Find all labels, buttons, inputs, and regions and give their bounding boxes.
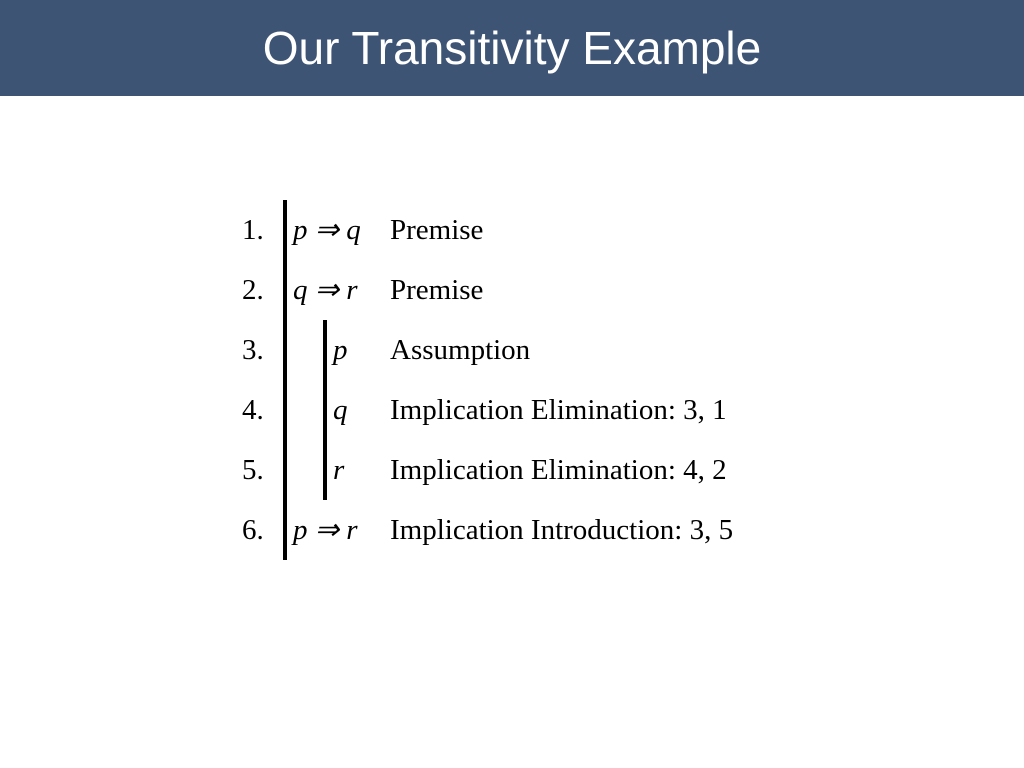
line-justification: Implication Elimination: 3, 1: [390, 394, 727, 426]
outer-scope-bar: [283, 200, 287, 560]
proof-line: [0, 510, 1024, 550]
proof-line: [0, 210, 1024, 250]
proof-line: [0, 330, 1024, 370]
line-justification: Premise: [390, 274, 484, 306]
line-formula: p ⇒ q: [293, 214, 361, 246]
line-number: 6.: [242, 514, 264, 546]
line-number: 4.: [242, 394, 264, 426]
line-formula: q ⇒ r: [293, 274, 358, 306]
line-justification: Premise: [390, 214, 484, 246]
line-formula: p: [333, 334, 348, 366]
line-number: 3.: [242, 334, 264, 366]
line-formula: q: [333, 394, 348, 426]
line-formula: r: [333, 454, 345, 486]
proof-line: [0, 450, 1024, 490]
line-justification: Implication Introduction: 3, 5: [390, 514, 734, 546]
line-number: 2.: [242, 274, 264, 306]
line-number: 1.: [242, 214, 264, 246]
proof-line: [0, 270, 1024, 310]
proof-line: [0, 390, 1024, 430]
line-justification: Implication Elimination: 4, 2: [390, 454, 727, 486]
slide-title: Our Transitivity Example: [262, 22, 762, 74]
line-justification: Assumption: [390, 334, 531, 366]
line-number: 5.: [242, 454, 264, 486]
line-formula: p ⇒ r: [293, 514, 358, 546]
